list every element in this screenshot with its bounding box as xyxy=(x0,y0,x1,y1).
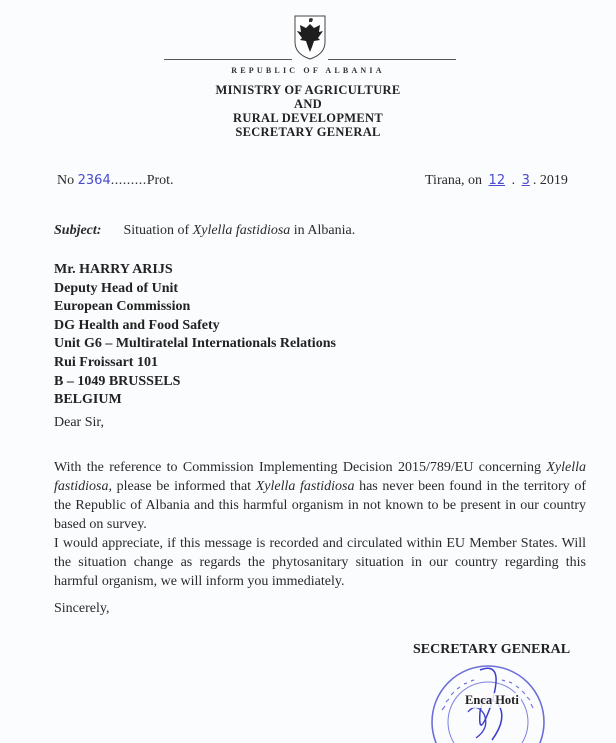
handwritten-day: 12 xyxy=(488,173,506,188)
header-rule-left xyxy=(164,59,292,60)
header-rule-right xyxy=(328,59,456,60)
subject-text-before: Situation of xyxy=(123,223,193,238)
handwritten-protocol-number: 2364 xyxy=(77,173,111,188)
body-text: has never been found in the territory of the Republic of Albania and this harmful organism in not known to be present in our country based on survey. xyxy=(54,479,586,532)
body-text: With the reference to Commission Implementing Decision 2015/789/EU concerning xyxy=(54,460,547,475)
subject-species: Xylella fastidiosa xyxy=(192,223,291,238)
ministry-heading xyxy=(0,83,616,139)
prot-label: Prot. xyxy=(146,173,174,188)
address-line: European Commission xyxy=(54,299,191,315)
subject-label: Subject: xyxy=(54,223,102,238)
species-name: Xylella fastidiosa, xyxy=(54,460,586,494)
date-line xyxy=(425,172,568,190)
ministry-line: RURAL DEVELOPMENT xyxy=(233,111,383,125)
date-prefix: Tirana, on xyxy=(425,173,483,188)
signatory-name: Enca Hoti xyxy=(465,693,519,707)
ministry-line: AND xyxy=(294,97,322,111)
subject-line xyxy=(54,222,355,240)
letter-body xyxy=(54,458,586,591)
subject-text-after: in Albania. xyxy=(290,223,356,238)
body-text: please be informed that xyxy=(111,479,256,494)
address-line: Deputy Head of Unit xyxy=(54,280,179,296)
address-line: B – 1049 BRUSSELS xyxy=(54,373,181,389)
dots: ......... xyxy=(110,173,147,188)
address-line: Rui Froissart 101 xyxy=(54,354,158,370)
no-label: No xyxy=(57,173,75,188)
coat-of-arms-icon xyxy=(292,14,328,60)
address-line: DG Health and Food Safety xyxy=(54,317,220,333)
handwritten-month: 3 xyxy=(521,173,530,188)
recipient-address xyxy=(54,261,336,410)
address-line: Unit G6 – Multiratelal Internationals Relations xyxy=(54,336,336,352)
signatory-title: SECRETARY GENERAL xyxy=(413,642,571,657)
species-name: Xylella fastidiosa xyxy=(255,479,355,494)
greeting: Dear Sir, xyxy=(54,415,104,430)
protocol-number xyxy=(57,172,174,190)
date-year: . 2019 xyxy=(532,173,568,188)
body-paragraph-1 xyxy=(54,458,586,534)
closing: Sincerely, xyxy=(54,601,110,616)
date-separator: . xyxy=(511,173,516,188)
address-line: Mr. HARRY ARIJS xyxy=(54,262,173,277)
body-paragraph-2: I would appreciate, if this message is recorded and circulated within EU Member States. Will the situation change as regards the phytosanitary situation in our country regarding this harmful organism, we will inform you immediately. xyxy=(54,536,586,589)
ministry-line: MINISTRY OF AGRICULTURE xyxy=(215,83,401,97)
country-name: REPUBLIC OF ALBANIA xyxy=(231,66,385,75)
address-line: BELGIUM xyxy=(54,392,122,408)
ministry-line: SECRETARY GENERAL xyxy=(235,125,381,139)
